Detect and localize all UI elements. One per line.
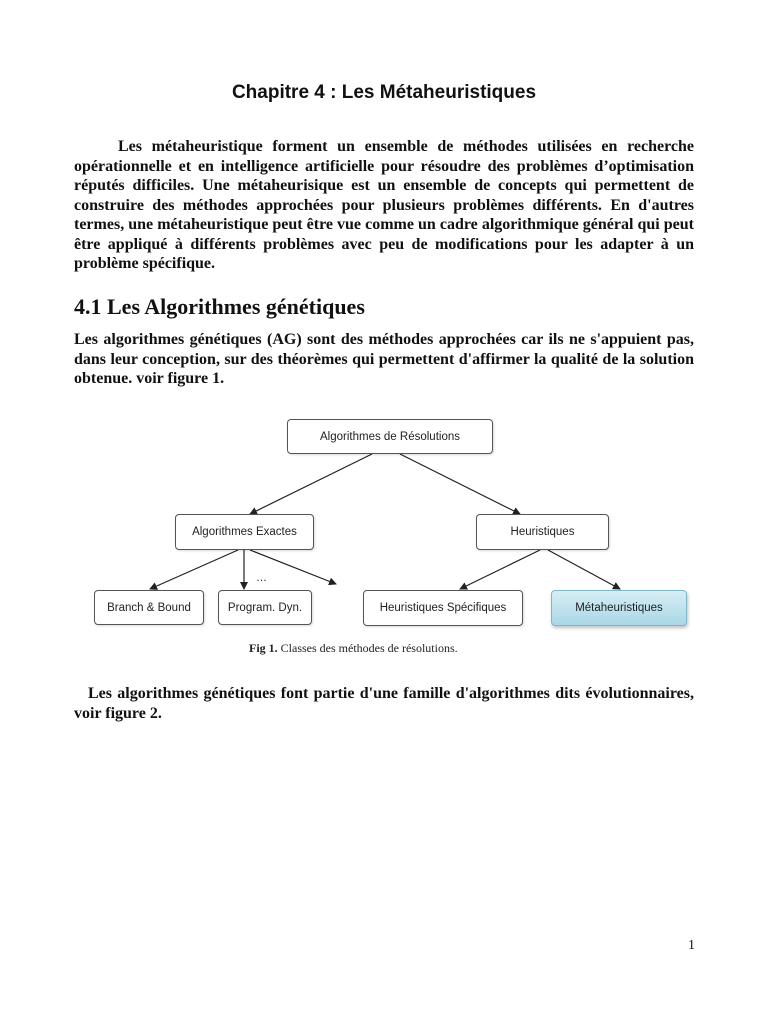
arrow-exact-to-branch (150, 550, 238, 589)
caption-text: Classes des méthodes de résolutions. (277, 641, 458, 655)
caption-label: Fig 1. (249, 641, 278, 655)
intro-paragraph: Les métaheuristique forment un ensemble de méthodes utilisées en recherche opérationnelle et en intelligence artificielle pour résoudre des problèmes d’optimisation réputés difficiles. Une métaheurisique est un ensemble de concepts qui permettent de construire des méthodes approchées pour plusieurs problèmes différents. En d'autres termes, une métaheuristique peut être vue comme un cadre algorithmique général qui peut être appliqué à différents problèmes avec peu de modifications pour les adapter à un problème spécifique. (74, 138, 694, 272)
section-paragraph: Les algorithmes génétiques (AG) sont des méthodes approchées car ils ne s'appuient pas, dans leur conception, sur des théorèmes qui permettent d'affirmer la qualité de la solution obtenue. voir figure 1. (74, 331, 694, 387)
node-root: Algorithmes de Résolutions (287, 419, 493, 454)
node-specific-heuristics: Heuristiques Spécifiques (363, 590, 523, 626)
node-ellipsis: … (256, 572, 267, 584)
page-number: 1 (688, 938, 695, 953)
figure-caption (249, 641, 458, 656)
node-exact-algorithms: Algorithmes Exactes (175, 514, 314, 550)
final-paragraph: Les algorithmes génétiques font partie d'une famille d'algorithmes dits évolutionnaires, voir figure 2. (74, 685, 694, 722)
section-heading: 4.1 Les Algorithmes génétiques (74, 294, 365, 319)
arrow-root-to-heuristics (400, 454, 520, 514)
arrow-heuristics-to-meta (548, 550, 620, 589)
arrow-root-to-exact (250, 454, 372, 514)
chapter-title: Chapitre 4 : Les Métaheuristiques (231, 82, 537, 103)
node-heuristics: Heuristiques (476, 514, 609, 550)
arrow-heuristics-to-specific (460, 550, 540, 589)
node-branch-bound: Branch & Bound (94, 590, 204, 625)
node-program-dyn: Program. Dyn. (218, 590, 312, 625)
node-metaheuristics: Métaheuristiques (551, 590, 687, 626)
